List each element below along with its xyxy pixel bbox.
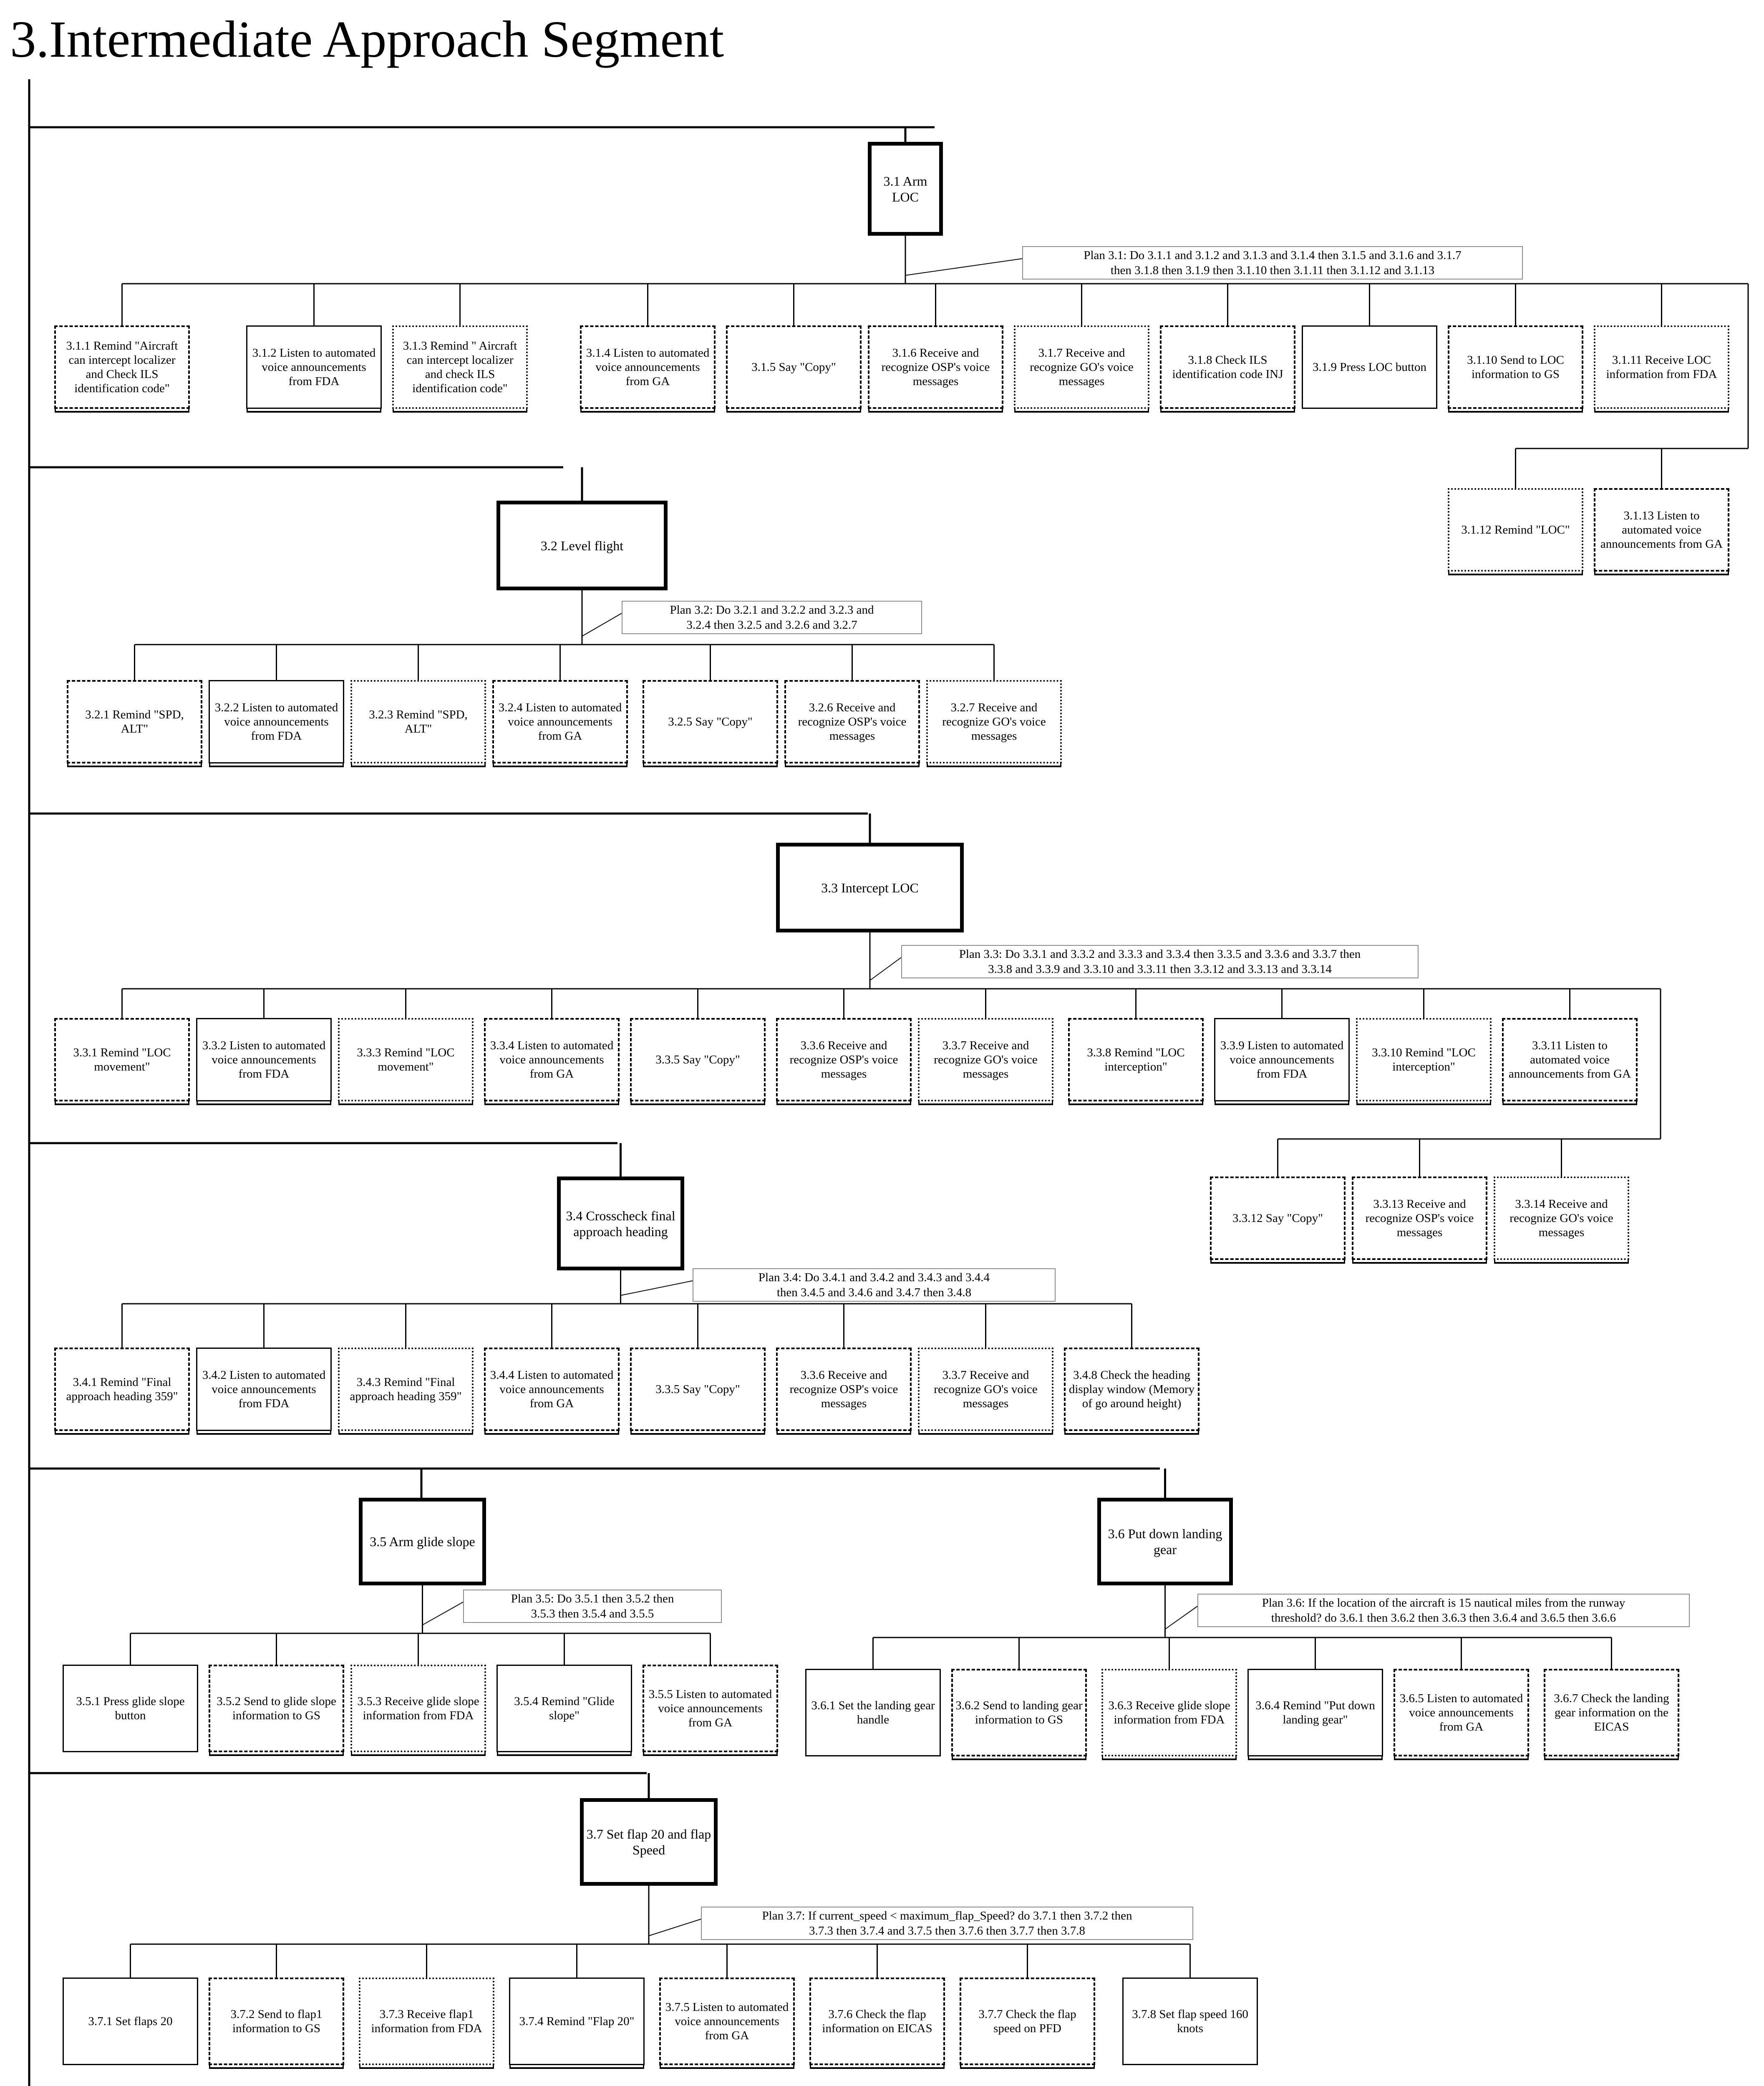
task-box: 3.3.5 Say "Copy" <box>630 1018 766 1101</box>
task-box-parent: 3.6 Put down landing gear <box>1097 1498 1233 1585</box>
task-box: 3.1.13 Listen to automated voice announcements from GA <box>1594 488 1729 572</box>
task-box-parent: 3.5 Arm glide slope <box>359 1498 486 1585</box>
task-box: 3.3.6 Receive and recognize OSP's voice messages <box>776 1348 912 1431</box>
task-box-parent: 3.3 Intercept LOC <box>776 843 964 932</box>
plan-line: threshold? do 3.6.1 then 3.6.2 then 3.6.3 then 3.6.4 and 3.6.5 then 3.6.6 <box>1271 1611 1616 1625</box>
task-box: 3.3.12 Say "Copy" <box>1210 1177 1346 1260</box>
task-box-parent: 3.2 Level flight <box>496 501 668 590</box>
task-box: 3.7.6 Check the flap information on EICAS <box>809 1978 945 2065</box>
plan-connector <box>423 1602 464 1625</box>
task-box: 3.2.2 Listen to automated voice announcements from FDA <box>209 680 344 763</box>
plan-note <box>693 1268 1056 1302</box>
task-box: 3.3.3 Remind "LOC movement" <box>338 1018 474 1101</box>
task-box: 3.7.5 Listen to automated voice announcements from GA <box>659 1978 795 2065</box>
plan-line: Plan 3.6: If the location of the aircraft is 15 nautical miles from the runway <box>1262 1596 1625 1610</box>
task-box: 3.2.4 Listen to automated voice announcements from GA <box>492 680 628 763</box>
task-box: 3.2.5 Say "Copy" <box>643 680 778 763</box>
plan-note <box>463 1590 722 1623</box>
task-box: 3.1.2 Listen to automated voice announcements from FDA <box>246 325 382 409</box>
task-box: 3.4.1 Remind "Final approach heading 359" <box>54 1348 190 1431</box>
plan-line: then 3.1.8 then 3.1.9 then 3.1.10 then 3.1.11 then 3.1.12 and 3.1.13 <box>1110 264 1435 277</box>
task-box: 3.3.8 Remind "LOC interception" <box>1068 1018 1204 1101</box>
task-box: 3.3.11 Listen to automated voice announcements from GA <box>1502 1018 1638 1101</box>
task-box-parent: 3.7 Set flap 20 and flap Speed <box>580 1798 718 1886</box>
task-box: 3.4.4 Listen to automated voice announcements from GA <box>484 1348 620 1431</box>
plan-line: 3.7.3 then 3.7.4 and 3.7.5 then 3.7.6 then 3.7.7 then 3.7.8 <box>809 1924 1086 1937</box>
plan-connector <box>870 957 901 980</box>
task-box: 3.3.2 Listen to automated voice announcements from FDA <box>196 1018 332 1101</box>
task-box: 3.6.5 Listen to automated voice announcements from GA <box>1394 1669 1529 1756</box>
page-title: 3.Intermediate Approach Segment <box>10 11 724 68</box>
task-box: 3.3.7 Receive and recognize GO's voice messages <box>918 1018 1053 1101</box>
task-box: 3.4.2 Listen to automated voice announcements from FDA <box>196 1348 332 1431</box>
task-box: 3.1.10 Send to LOC information to GS <box>1448 325 1583 409</box>
plan-connector <box>649 1919 701 1936</box>
task-box: 3.6.3 Receive glide slope information from FDA <box>1101 1669 1237 1756</box>
task-box: 3.3.5 Say "Copy" <box>630 1348 766 1431</box>
plan-note <box>1022 246 1523 280</box>
task-box: 3.1.12 Remind "LOC" <box>1448 488 1583 572</box>
plan-line: 3.5.3 then 3.5.4 and 3.5.5 <box>531 1607 654 1620</box>
task-box: 3.1.4 Listen to automated voice announcements from GA <box>580 325 716 409</box>
task-box: 3.2.6 Receive and recognize OSP's voice messages <box>784 680 920 763</box>
task-box: 3.1.5 Say "Copy" <box>726 325 862 409</box>
task-box: 3.1.7 Receive and recognize GO's voice messages <box>1014 325 1149 409</box>
plan-line: Plan 3.5: Do 3.5.1 then 3.5.2 then <box>511 1592 674 1605</box>
task-box: 3.3.9 Listen to automated voice announcements from FDA <box>1214 1018 1350 1101</box>
task-box: 3.3.1 Remind "LOC movement" <box>54 1018 190 1101</box>
task-box: 3.5.5 Listen to automated voice announcements from GA <box>643 1665 778 1752</box>
task-box: 3.7.8 Set flap speed 160 knots <box>1122 1978 1258 2065</box>
task-box: 3.5.2 Send to glide slope information to GS <box>209 1665 344 1752</box>
plan-line: Plan 3.2: Do 3.2.1 and 3.2.2 and 3.2.3 and <box>670 603 874 617</box>
task-box: 3.1.11 Receive LOC information from FDA <box>1594 325 1729 409</box>
task-box: 3.7.7 Check the flap speed on PFD <box>960 1978 1095 2065</box>
task-box: 3.4.8 Check the heading display window (Memory of go around height) <box>1064 1348 1200 1431</box>
task-box: 3.7.3 Receive flap1 information from FDA <box>359 1978 494 2065</box>
task-box: 3.1.1 Remind "Aircraft can intercept localizer and Check ILS identification code" <box>54 325 190 409</box>
task-box: 3.1.8 Check ILS identification code INJ <box>1160 325 1295 409</box>
plan-line: 3.2.4 then 3.2.5 and 3.2.6 and 3.2.7 <box>686 618 857 632</box>
plan-line: then 3.4.5 and 3.4.6 and 3.4.7 then 3.4.8 <box>776 1286 972 1299</box>
task-box-parent: 3.4 Crosscheck final approach heading <box>557 1177 684 1270</box>
plan-connector <box>1165 1606 1198 1629</box>
task-box: 3.3.13 Receive and recognize OSP's voice messages <box>1352 1177 1487 1260</box>
plan-line: Plan 3.3: Do 3.3.1 and 3.3.2 and 3.3.3 and 3.3.4 then 3.3.5 and 3.3.6 and 3.3.7 then <box>959 947 1361 961</box>
task-box: 3.3.7 Receive and recognize GO's voice messages <box>918 1348 1053 1431</box>
plan-line: Plan 3.7: If current_speed < maximum_flap_Speed? do 3.7.1 then 3.7.2 then <box>762 1909 1132 1922</box>
plan-line: 3.3.8 and 3.3.9 and 3.3.10 and 3.3.11 then 3.3.12 and 3.3.13 and 3.3.14 <box>988 962 1332 976</box>
task-box: 3.6.1 Set the landing gear handle <box>805 1669 941 1756</box>
plan-connector <box>905 259 1022 275</box>
task-box: 3.6.2 Send to landing gear information to GS <box>951 1669 1087 1756</box>
task-box: 3.7.1 Set flaps 20 <box>63 1978 198 2065</box>
task-box: 3.5.4 Remind "Glide slope" <box>496 1665 632 1752</box>
task-box: 3.1.3 Remind " Aircraft can intercept localizer and check ILS identification code" <box>392 325 528 409</box>
task-box: 3.6.4 Remind "Put down landing gear" <box>1247 1669 1383 1756</box>
task-box: 3.3.10 Remind "LOC interception" <box>1356 1018 1492 1101</box>
plan-note <box>1197 1594 1690 1627</box>
task-box: 3.2.3 Remind "SPD, ALT" <box>350 680 486 763</box>
plan-note <box>701 1907 1193 1940</box>
task-box: 3.1.6 Receive and recognize OSP's voice messages <box>868 325 1003 409</box>
task-box: 3.1.9 Press LOC button <box>1302 325 1437 409</box>
task-box: 3.3.4 Listen to automated voice announcements from GA <box>484 1018 620 1101</box>
plan-connector <box>582 613 622 636</box>
task-box: 3.5.3 Receive glide slope information from FDA <box>350 1665 486 1752</box>
plan-connector <box>621 1281 693 1295</box>
task-box: 3.4.3 Remind "Final approach heading 359" <box>338 1348 474 1431</box>
plan-note <box>622 601 922 634</box>
task-box: 3.3.14 Receive and recognize GO's voice messages <box>1494 1177 1629 1260</box>
task-box: 3.2.7 Receive and recognize GO's voice messages <box>926 680 1062 763</box>
task-box: 3.6.7 Check the landing gear information on the EICAS <box>1544 1669 1679 1756</box>
task-box: 3.7.2 Send to flap1 information to GS <box>209 1978 344 2065</box>
task-box: 3.5.1 Press glide slope button <box>63 1665 198 1752</box>
plan-line: Plan 3.1: Do 3.1.1 and 3.1.2 and 3.1.3 and 3.1.4 then 3.1.5 and 3.1.6 and 3.1.7 <box>1084 249 1462 262</box>
plan-line: Plan 3.4: Do 3.4.1 and 3.4.2 and 3.4.3 and 3.4.4 <box>758 1271 990 1284</box>
task-box-parent: 3.1 Arm LOC <box>868 142 943 236</box>
plan-note <box>901 945 1419 978</box>
task-box: 3.2.1 Remind "SPD, ALT" <box>67 680 202 763</box>
task-box: 3.7.4 Remind "Flap 20" <box>509 1978 645 2065</box>
task-box: 3.3.6 Receive and recognize OSP's voice messages <box>776 1018 912 1101</box>
